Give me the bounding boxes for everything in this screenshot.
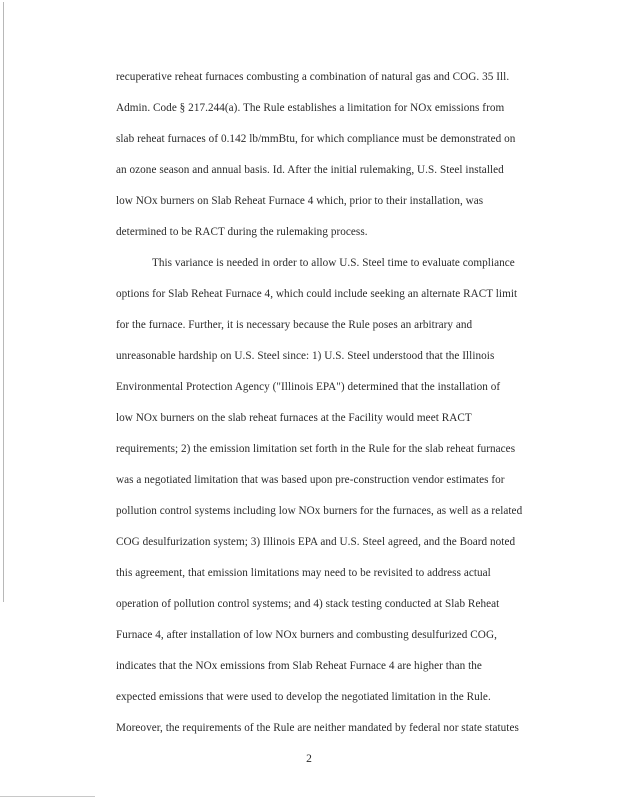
- text-line: indicates that the NOx emissions from Slab Reheat Furnace 4 are higher than the: [116, 660, 482, 672]
- text-line: low NOx burners on Slab Reheat Furnace 4 which, prior to their installation, was: [116, 195, 484, 207]
- text-line: unreasonable hardship on U.S. Steel since: 1) U.S. Steel understood that the Illinois: [116, 350, 495, 362]
- text-line: options for Slab Reheat Furnace 4, which could include seeking an alternate RACT limit: [116, 288, 518, 300]
- text-line: This variance is needed in order to allow U.S. Steel time to evaluate compliance: [152, 257, 515, 269]
- text-line: Furnace 4, after installation of low NOx burners and combusting desulfurized COG,: [116, 629, 497, 641]
- text-line: expected emissions that were used to develop the negotiated limitation in the Rule.: [116, 691, 491, 703]
- text-line: Environmental Protection Agency ("Illinois EPA") determined that the installation of: [116, 381, 501, 393]
- text-line: an ozone season and annual basis. Id. After the initial rulemaking, U.S. Steel installed: [116, 164, 504, 176]
- text-line: was a negotiated limitation that was based upon pre-construction vendor estimates for: [116, 474, 505, 486]
- text-line: recuperative reheat furnaces combusting a combination of natural gas and COG. 35 Ill.: [116, 71, 510, 83]
- text-line: pollution control systems including low NOx burners for the furnaces, as well as a related: [116, 505, 523, 517]
- text-line: COG desulfurization system; 3) Illinois EPA and U.S. Steel agreed, and the Board noted: [116, 536, 516, 548]
- text-line: operation of pollution control systems; and 4) stack testing conducted at Slab Reheat: [116, 598, 500, 610]
- page-number: 2: [306, 753, 312, 765]
- text-line: this agreement, that emission limitations may need to be revisited to address actual: [116, 567, 491, 579]
- text-line: slab reheat furnaces of 0.142 lb/mmBtu, for which compliance must be demonstrated on: [116, 133, 516, 145]
- footer-rule: [0, 796, 95, 797]
- text-line: determined to be RACT during the rulemaking process.: [116, 226, 368, 238]
- text-line: low NOx burners on the slab reheat furnaces at the Facility would meet RACT: [116, 412, 472, 424]
- text-line: for the furnace. Further, it is necessary because the Rule poses an arbitrary and: [116, 319, 473, 331]
- left-margin-rule: [3, 2, 4, 602]
- text-line: requirements; 2) the emission limitation set forth in the Rule for the slab reheat furnaces: [116, 443, 516, 455]
- text-line: Moreover, the requirements of the Rule are neither mandated by federal nor state statutes: [116, 722, 519, 734]
- text-line: Admin. Code § 217.244(a). The Rule establishes a limitation for NOx emissions from: [116, 102, 505, 114]
